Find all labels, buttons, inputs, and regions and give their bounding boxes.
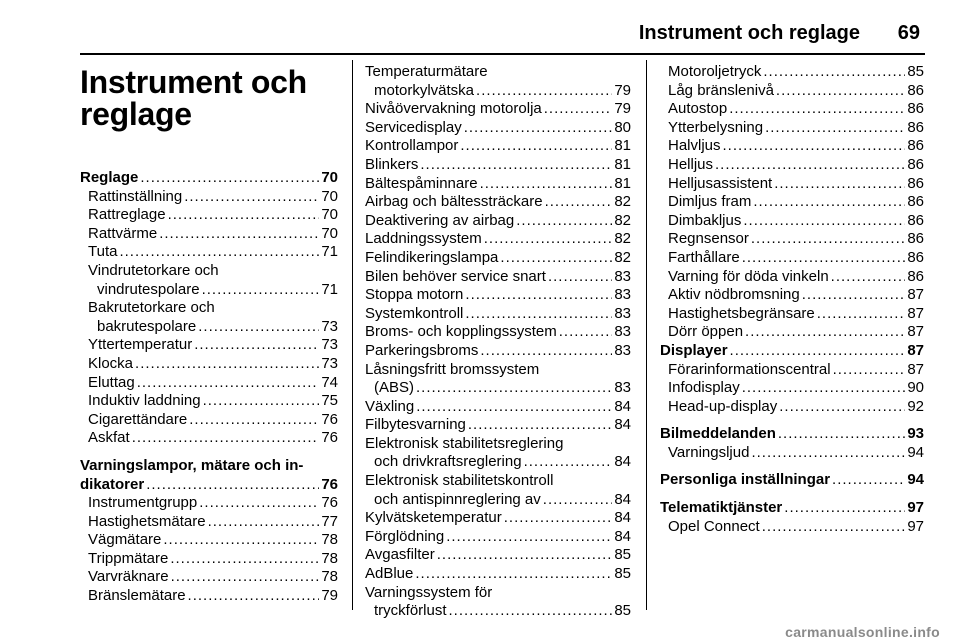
toc-page: 97 bbox=[907, 517, 924, 535]
toc-label: Infodisplay bbox=[668, 379, 740, 397]
column-divider-2 bbox=[646, 60, 647, 610]
toc-page: 82 bbox=[614, 248, 631, 266]
toc-entry[interactable] bbox=[80, 243, 338, 262]
toc-entry-wrapped-line: Vindrutetorkare och bbox=[88, 261, 219, 279]
toc-page: 79 bbox=[321, 587, 338, 605]
toc-label: Askfat bbox=[88, 429, 130, 447]
toc-section[interactable] bbox=[80, 169, 338, 188]
toc-label: Motoroljetryck bbox=[668, 63, 762, 80]
toc-label: Cigarettändare bbox=[88, 410, 188, 428]
toc-entry[interactable] bbox=[80, 374, 338, 393]
toc-entry[interactable] bbox=[80, 281, 338, 300]
toc-page: 82 bbox=[614, 230, 631, 248]
toc-entry[interactable] bbox=[365, 156, 631, 175]
toc-entry[interactable] bbox=[660, 212, 924, 231]
toc-label: AdBlue bbox=[365, 565, 414, 583]
toc-page: 97 bbox=[907, 499, 924, 517]
toc-entry[interactable] bbox=[80, 429, 338, 448]
toc-entry[interactable] bbox=[365, 286, 631, 305]
toc-label: Trippmätare bbox=[88, 549, 169, 567]
page-number: 69 bbox=[897, 22, 920, 44]
toc-label: Felindikeringslampa bbox=[365, 248, 499, 266]
toc-page: 81 bbox=[614, 155, 631, 173]
toc-label: Farthållare bbox=[668, 248, 740, 266]
toc-entry[interactable] bbox=[660, 175, 924, 194]
toc-entry[interactable] bbox=[660, 230, 924, 249]
toc-page: 83 bbox=[614, 304, 631, 322]
toc-entry[interactable] bbox=[80, 531, 338, 550]
toc-page: 73 bbox=[321, 317, 338, 335]
toc-label: Hastighetsmätare bbox=[88, 512, 206, 530]
toc-entry[interactable] bbox=[365, 100, 631, 119]
toc-entry[interactable] bbox=[660, 305, 924, 324]
toc-entry[interactable] bbox=[80, 550, 338, 569]
toc-entry[interactable] bbox=[660, 268, 924, 287]
toc-label: Telematiktjänster bbox=[660, 499, 783, 517]
toc-label: Autostop bbox=[668, 100, 728, 118]
toc-section[interactable] bbox=[660, 425, 924, 444]
toc-label: Dimljus fram bbox=[668, 193, 752, 211]
toc-page: 92 bbox=[907, 397, 924, 415]
toc-page: 86 bbox=[907, 118, 924, 136]
toc-entry-wrapped-line: Elektronisk stabilitetskontroll bbox=[365, 472, 554, 490]
toc-page: 86 bbox=[907, 267, 924, 285]
toc-page: 86 bbox=[907, 155, 924, 173]
toc-column-3 bbox=[660, 63, 924, 536]
toc-label: Varning för döda vinkeln bbox=[668, 267, 829, 285]
toc-entry[interactable] bbox=[365, 509, 631, 528]
toc-page: 75 bbox=[321, 392, 338, 410]
toc-page: 70 bbox=[321, 187, 338, 205]
toc-entry[interactable] bbox=[365, 119, 631, 138]
toc-label: och antispinnreglering av bbox=[374, 490, 541, 508]
toc-page: 84 bbox=[614, 509, 631, 527]
toc-page: 86 bbox=[907, 248, 924, 266]
toc-label: motorkylvätska bbox=[374, 81, 475, 99]
toc-page: 76 bbox=[321, 494, 338, 512]
toc-page: 85 bbox=[614, 602, 631, 620]
toc-page: 78 bbox=[321, 568, 338, 586]
toc-entry-wrapped-line: Låsningsfritt bromssystem bbox=[365, 360, 540, 378]
toc-page: 76 bbox=[321, 429, 338, 447]
toc-entry[interactable] bbox=[80, 411, 338, 430]
toc-label: Airbag och bältessträckare bbox=[365, 193, 543, 211]
toc-page: 71 bbox=[321, 280, 338, 298]
toc-label: (ABS) bbox=[374, 379, 415, 397]
toc-entry[interactable] bbox=[660, 361, 924, 380]
toc-label: Hastighetsbegränsare bbox=[668, 304, 815, 322]
toc-label: Aktiv nödbromsning bbox=[668, 286, 800, 304]
toc-label: Parkeringsbroms bbox=[365, 341, 479, 359]
toc-label: Instrumentgrupp bbox=[88, 494, 198, 512]
toc-label: Tuta bbox=[88, 243, 118, 261]
toc-entry[interactable] bbox=[365, 193, 631, 212]
toc-page: 85 bbox=[614, 546, 631, 564]
toc-label: Regnsensor bbox=[668, 230, 749, 248]
toc-entry[interactable] bbox=[80, 225, 338, 244]
toc-page: 81 bbox=[614, 174, 631, 192]
toc-label: Nivåövervakning motorolja bbox=[365, 100, 542, 118]
toc-page: 90 bbox=[907, 379, 924, 397]
watermark: carmanualsonline.info bbox=[785, 624, 940, 640]
toc-label: Stoppa motorn bbox=[365, 286, 464, 304]
toc-label: Yttertemperatur bbox=[88, 336, 193, 354]
toc-label: Reglage bbox=[80, 169, 139, 186]
toc-label: Rattinställning bbox=[88, 187, 183, 205]
toc-entry[interactable] bbox=[365, 602, 631, 621]
toc-page: 84 bbox=[614, 416, 631, 434]
toc-entry[interactable] bbox=[365, 230, 631, 249]
toc-page: 78 bbox=[321, 549, 338, 567]
toc-label: Dimbakljus bbox=[668, 211, 742, 229]
toc-label: Bilmeddelanden bbox=[660, 425, 776, 443]
toc-entry[interactable] bbox=[660, 100, 924, 119]
toc-page: 83 bbox=[614, 341, 631, 359]
toc-entry[interactable] bbox=[80, 206, 338, 225]
toc-label: Broms- och kopplingssystem bbox=[365, 323, 557, 341]
toc-label: Servicedisplay bbox=[365, 118, 462, 136]
toc-label: Induktiv laddning bbox=[88, 392, 201, 410]
toc-page: 87 bbox=[907, 323, 924, 341]
toc-label: Helljusassistent bbox=[668, 174, 773, 192]
toc-label: Varningsljud bbox=[668, 443, 750, 461]
toc-label: Bränslemätare bbox=[88, 587, 186, 605]
toc-entry[interactable] bbox=[660, 119, 924, 138]
toc-entry[interactable] bbox=[365, 82, 631, 101]
toc-page: 70 bbox=[321, 224, 338, 242]
toc-entry[interactable] bbox=[660, 379, 924, 398]
toc-label: Eluttag bbox=[88, 373, 135, 391]
toc-label: Laddningssystem bbox=[365, 230, 482, 248]
toc-page: 83 bbox=[614, 286, 631, 304]
toc-entry[interactable] bbox=[80, 513, 338, 532]
toc-entry-wrapped-line: Bakrutetorkare och bbox=[88, 299, 215, 317]
toc-entry[interactable] bbox=[365, 491, 631, 510]
toc-entry[interactable] bbox=[80, 336, 338, 355]
toc-page: 84 bbox=[614, 490, 631, 508]
toc-label: Bilen behöver service snart bbox=[365, 267, 546, 285]
toc-page: 83 bbox=[614, 379, 631, 397]
toc-entry[interactable] bbox=[80, 494, 338, 513]
toc-page: 86 bbox=[907, 211, 924, 229]
toc-label: Systemkontroll bbox=[365, 304, 464, 322]
toc-page: 87 bbox=[907, 304, 924, 322]
toc-page: 84 bbox=[614, 397, 631, 415]
toc-entry[interactable] bbox=[365, 453, 631, 472]
toc-entry[interactable] bbox=[365, 137, 631, 156]
toc-section[interactable] bbox=[660, 471, 924, 490]
toc-entry[interactable] bbox=[365, 398, 631, 417]
toc-entry[interactable] bbox=[80, 568, 338, 587]
toc-page: 82 bbox=[614, 193, 631, 211]
toc-entry[interactable] bbox=[365, 249, 631, 268]
toc-entry[interactable] bbox=[660, 398, 924, 417]
toc-page: 85 bbox=[907, 63, 924, 80]
toc-label: Klocka bbox=[88, 354, 134, 372]
toc-entry[interactable] bbox=[660, 249, 924, 268]
toc-entry[interactable] bbox=[660, 286, 924, 305]
toc-page: 87 bbox=[907, 286, 924, 304]
toc-entry[interactable] bbox=[80, 355, 338, 374]
toc-entry[interactable] bbox=[660, 444, 924, 463]
toc-entry[interactable] bbox=[660, 193, 924, 212]
toc-label: Helljus bbox=[668, 155, 714, 173]
toc-entry[interactable] bbox=[365, 379, 631, 398]
toc-entry[interactable] bbox=[365, 565, 631, 584]
toc-label: och drivkraftsreglering bbox=[374, 453, 522, 471]
toc-label: Personliga inställningar bbox=[660, 471, 831, 489]
toc-label: Varvräknare bbox=[88, 568, 169, 586]
toc-entry[interactable] bbox=[80, 188, 338, 207]
toc-label: Opel Connect bbox=[668, 517, 760, 535]
toc-label: Bältespåminnare bbox=[365, 174, 478, 192]
running-header-title: Instrument och reglage bbox=[638, 22, 860, 44]
toc-label: Låg bränslenivå bbox=[668, 81, 774, 99]
toc-page: 86 bbox=[907, 100, 924, 118]
chapter-title-line-2: reglage bbox=[80, 96, 192, 132]
toc-page: 86 bbox=[907, 174, 924, 192]
toc-page: 83 bbox=[614, 323, 631, 341]
chapter-title bbox=[80, 66, 340, 130]
toc-page: 76 bbox=[321, 410, 338, 428]
toc-page: 93 bbox=[907, 425, 924, 443]
toc-entry[interactable] bbox=[80, 318, 338, 337]
toc-label: Kylvätsketemperatur bbox=[365, 509, 502, 527]
toc-label: Filbytesvarning bbox=[365, 416, 466, 434]
toc-page: 77 bbox=[321, 512, 338, 530]
toc-entry[interactable] bbox=[660, 137, 924, 156]
toc-entry[interactable] bbox=[365, 546, 631, 565]
chapter-title-line-1: Instrument och bbox=[80, 64, 307, 100]
toc-section[interactable] bbox=[660, 499, 924, 518]
toc-page: 82 bbox=[614, 211, 631, 229]
toc-page: 94 bbox=[907, 471, 924, 489]
toc-page: 71 bbox=[321, 243, 338, 261]
toc-column-2 bbox=[365, 63, 631, 621]
toc-label: Displayer bbox=[660, 341, 728, 359]
toc-label: Förglödning bbox=[365, 527, 445, 545]
toc-page: 78 bbox=[321, 531, 338, 549]
toc-label: Förarinformationscentral bbox=[668, 360, 831, 378]
toc-entry[interactable] bbox=[80, 392, 338, 411]
toc-entry[interactable] bbox=[660, 63, 924, 82]
toc-entry[interactable] bbox=[365, 528, 631, 547]
toc-entry[interactable] bbox=[365, 305, 631, 324]
toc-label: Deaktivering av airbag bbox=[365, 211, 515, 229]
toc-entry[interactable] bbox=[365, 268, 631, 287]
toc-entry-wrapped-line: Temperaturmätare bbox=[365, 63, 488, 80]
toc-label: Vägmätare bbox=[88, 531, 162, 549]
toc-entry[interactable] bbox=[660, 518, 924, 537]
toc-entry[interactable] bbox=[365, 416, 631, 435]
toc-page: 79 bbox=[614, 81, 631, 99]
toc-page: 70 bbox=[321, 206, 338, 224]
toc-page: 70 bbox=[321, 169, 338, 186]
toc-page: 73 bbox=[321, 354, 338, 372]
toc-page: 94 bbox=[907, 443, 924, 461]
toc-page: 76 bbox=[321, 475, 338, 493]
toc-label: Blinkers bbox=[365, 155, 419, 173]
toc-label: Kontrollampor bbox=[365, 137, 459, 155]
toc-label: bakrutespolare bbox=[97, 317, 197, 335]
toc-label: Växling bbox=[365, 397, 415, 415]
toc-entry[interactable] bbox=[365, 342, 631, 361]
toc-page: 74 bbox=[321, 373, 338, 391]
toc-label: Rattreglage bbox=[88, 206, 166, 224]
toc-entry[interactable] bbox=[80, 587, 338, 606]
toc-page: 86 bbox=[907, 137, 924, 155]
toc-page: 80 bbox=[614, 118, 631, 136]
toc-page: 81 bbox=[614, 137, 631, 155]
toc-label: tryckförlust bbox=[374, 602, 447, 620]
toc-page: 84 bbox=[614, 453, 631, 471]
toc-entry[interactable] bbox=[365, 323, 631, 342]
toc-section[interactable] bbox=[80, 476, 338, 495]
column-divider-1 bbox=[352, 60, 353, 610]
toc-label: Head-up-display bbox=[668, 397, 778, 415]
toc-entry[interactable] bbox=[660, 323, 924, 342]
toc-page: 84 bbox=[614, 527, 631, 545]
toc-page: 86 bbox=[907, 81, 924, 99]
toc-entry[interactable] bbox=[660, 82, 924, 101]
toc-section[interactable] bbox=[660, 342, 924, 361]
toc-label: Rattvärme bbox=[88, 224, 158, 242]
toc-label: Dörr öppen bbox=[668, 323, 744, 341]
header-rule bbox=[80, 53, 925, 55]
toc-label: Ytterbelysning bbox=[668, 118, 764, 136]
toc-entry[interactable] bbox=[365, 175, 631, 194]
toc-entry[interactable] bbox=[660, 156, 924, 175]
toc-label: Avgasfilter bbox=[365, 546, 435, 564]
toc-page: 86 bbox=[907, 193, 924, 211]
toc-page: 73 bbox=[321, 336, 338, 354]
toc-page: 87 bbox=[907, 360, 924, 378]
toc-page: 85 bbox=[614, 565, 631, 583]
toc-page: 79 bbox=[614, 100, 631, 118]
toc-label: dikatorer bbox=[80, 475, 145, 493]
toc-column-1 bbox=[80, 169, 338, 606]
toc-page: 87 bbox=[907, 341, 924, 359]
toc-page: 86 bbox=[907, 230, 924, 248]
toc-section-wrapped-line: Varningslampor, mätare och in- bbox=[80, 456, 304, 474]
toc-entry-wrapped-line: Elektronisk stabilitetsreglering bbox=[365, 434, 564, 452]
toc-entry[interactable] bbox=[365, 212, 631, 231]
toc-label: Halvljus bbox=[668, 137, 721, 155]
toc-entry-wrapped-line: Varningssystem för bbox=[365, 583, 493, 601]
toc-page: 83 bbox=[614, 267, 631, 285]
toc-label: vindrutespolare bbox=[97, 280, 200, 298]
